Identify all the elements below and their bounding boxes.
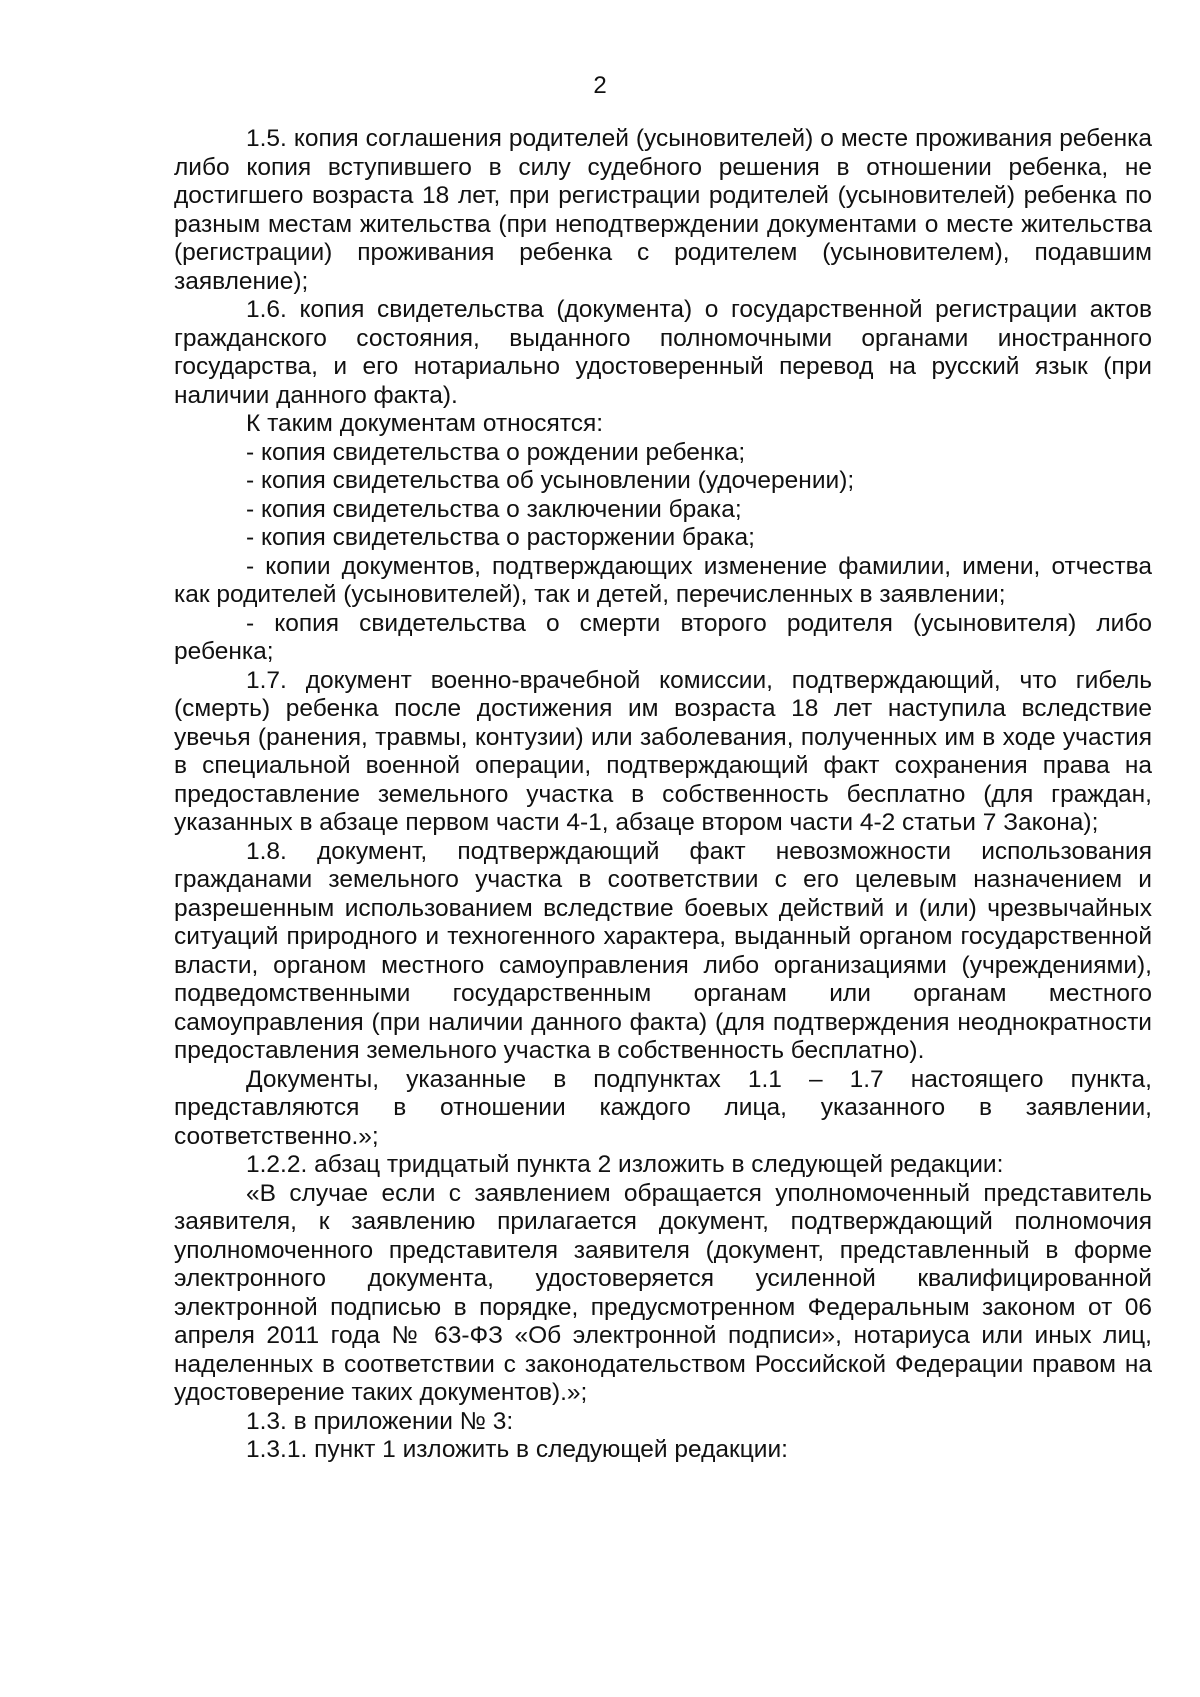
list-item-adoption-certificate: - копия свидетельства об усыновлении (удочерении); [246,467,855,494]
paragraph-1-5: 1.5. копия соглашения родителей (усыновителей) о месте проживания ребенка либо копия вступившего в силу судебного решения в отношении ребенка, не достигшего возраста 18 лет, при регистрации родителей (усыновителей) ребенка по разным местам жительства (при неподтверждении документами о месте жительства (регистрации) проживания ребенка с родителем (усыновителем), подавшим заявление); [174,125,1152,295]
list-item-marriage-certificate: - копия свидетельства о заключении брака; [246,495,742,523]
paragraph-1-3-1: 1.3.1. пункт 1 изложить в следующей редакции: [246,1436,788,1463]
document-body [174,125,1152,1465]
list-item-name-change-documents: - копии документов, подтверждающих изменение фамилии, имени, отчества как родителей (усыновителей), так и детей, перечисленных в заявлении; [174,552,1152,608]
paragraph-documents-submission: Документы, указанные в подпунктах 1.1 – 1.7 настоящего пункта, представляются в отношении каждого лица, указанного в заявлении, соответственно.»; [174,1065,1152,1150]
paragraph-1-8: 1.8. документ, подтверждающий факт невозможности использования гражданами земельного участка в соответствии с его целевым назначением и разрешенным использованием вследствие боевых действий и (или) чрезвычайных ситуаций природного и техногенного характера, выданный органом государственной власти, органом местного самоуправления либо организациями (учреждениями), подведомственными государственным органам или органам местного самоуправления (при наличии данного факта) (для подтверждения неоднократности предоставления земельного участка в собственность бесплатно). [174,837,1152,1064]
paragraph-1-7: 1.7. документ военно-врачебной комиссии, подтверждающий, что гибель (смерть) ребенка после достижения им возраста 18 лет наступила вследствие увечья (ранения, травмы, контузии) или заболевания, полученных им в ходе участия в специальной военной операции, подтверждающий факт сохранения права на предоставление земельного участка в собственность бесплатно (для граждан, указанных в абзаце первом части 4-1, абзаце втором части 4-2 статьи 7 Закона); [174,666,1152,836]
paragraph-documents-intro: К таким документам относятся: [246,410,604,437]
paragraph-1-6: 1.6. копия свидетельства (документа) о государственной регистрации актов гражданского состояния, выданного полномочными органами иностранного государства, и его нотариально удостоверенный перевод на русский язык (при наличии данного факта). [174,296,1152,409]
paragraph-1-2-2: 1.2.2. абзац тридцатый пункта 2 изложить в следующей редакции: [246,1151,1004,1178]
page-number: 2 [593,72,607,99]
list-item-divorce-certificate: - копия свидетельства о расторжении брака; [246,524,755,551]
list-item-birth-certificate: - копия свидетельства о рождении ребенка; [246,438,746,466]
paragraph-representative: «В случае если с заявлением обращается уполномоченный представитель заявителя, к заявлению прилагается документ, подтверждающий полномочия уполномоченного представителя заявителя (документ, представленный в форме электронного документа, удостоверяется усиленной квалифицированной электронной подписью в порядке, предусмотренном Федеральным законом от 06 апреля 2011 года № 63-ФЗ «Об электронной подписи», нотариуса или иных лиц, наделенных в соответствии с законодательством Российской Федерации правом на удостоверение таких документов).»; [174,1179,1152,1406]
paragraph-1-3: 1.3. в приложении № 3: [246,1407,514,1435]
list-item-death-certificate: - копия свидетельства о смерти второго родителя (усыновителя) либо ребенка; [174,609,1152,665]
